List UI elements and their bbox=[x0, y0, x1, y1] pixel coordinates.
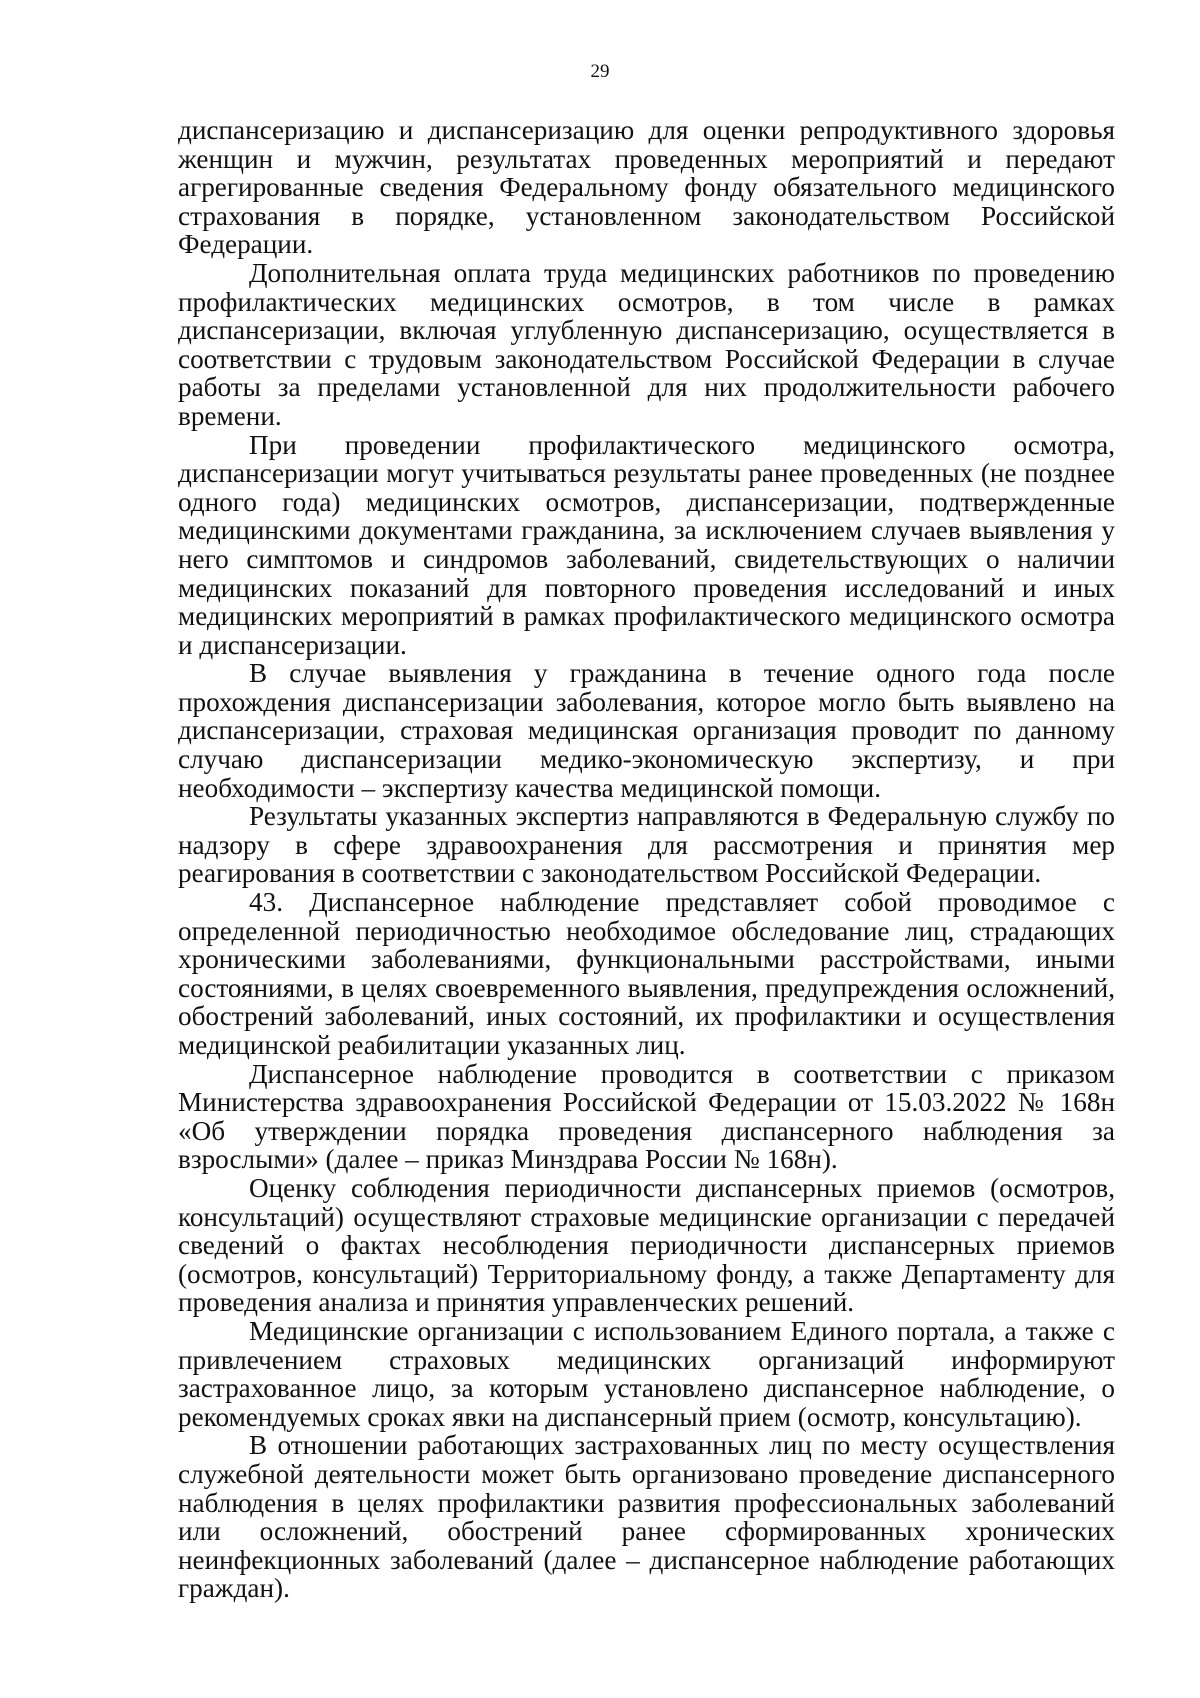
paragraph-order-168n: Диспансерное наблюдение проводится в соответствии с приказом Министерства здравоохранения Российской Федерации от 15.03.2022 № 168н «Об утверждении порядка проведения диспансерного наблюдения за взрослыми» (далее – приказ Минздрава России № 168н). bbox=[178, 1058, 1115, 1175]
paragraph-continuation: диспансеризацию и диспансеризацию для оценки репродуктивного здоровья женщин и мужчин, результатах проведенных мероприятий и передают агрегированные сведения Федеральному фонду обязательного медицинского страхования в порядке, установленном законодательством Российской Федерации. bbox=[178, 115, 1115, 260]
paragraph-section-43: 43. Диспансерное наблюдение представляет собой проводимое с определенной периодичностью необходимое обследование лиц, страдающих хроническими заболеваниями, функциональными расстройствами, иными состояниями, в целях своевременного выявления, предупреждения осложнений, обострений заболеваний, иных состояний, их профилактики и осуществления медицинской реабилитации указанных лиц. bbox=[178, 887, 1115, 1060]
paragraph-previous-results: При проведении профилактического медицинского осмотра, диспансеризации могут учитываться результаты ранее проведенных (не позднее одного года) медицинских осмотров, диспансеризации, подтвержденные медицинскими документами гражданина, за исключением случаев выявления у него симптомов и синдромов заболеваний, свидетельствующих о наличии медицинских показаний для повторного проведения исследований и иных медицинских мероприятий в рамках профилактического медицинского осмотра и диспансеризации. bbox=[178, 429, 1115, 660]
paragraph-disease-detection: В случае выявления у гражданина в течение одного года после прохождения диспансеризации заболевания, которое могло быть выявлено на диспансеризации, страховая медицинская организация проводит по данному случаю диспансеризации медико-экономическую экспертизу, и при необходимости – экспертизу качества медицинской помощи. bbox=[178, 658, 1115, 803]
document-body bbox=[178, 116, 1115, 1603]
paragraph-additional-payment: Дополнительная оплата труда медицинских работников по проведению профилактических медицинских осмотров, в том числе в рамках диспансеризации, включая углубленную диспансеризацию, осуществляется в соответствии с трудовым законодательством Российской Федерации в случае работы за пределами установленной для них продолжительности рабочего времени. bbox=[178, 257, 1115, 431]
paragraph-periodicity-assessment: Оценку соблюдения периодичности диспансерных приемов (осмотров, консультаций) осуществляют страховые медицинские организации с передачей сведений о фактах несоблюдения периодичности диспансерных приемов (осмотров, консультаций) Территориальному фонду, а также Департаменту для проведения анализа и принятия управленческих решений. bbox=[178, 1172, 1115, 1318]
paragraph-working-citizens: В отношении работающих застрахованных лиц по месту осуществления служебной деятельности может быть организовано проведение диспансерного наблюдения в целях профилактики развития профессиональных заболеваний или осложнений, обострений ранее сформированных хронических неинфекционных заболеваний (далее – диспансерное наблюдение работающих граждан). bbox=[178, 1430, 1115, 1604]
paragraph-expertise-results: Результаты указанных экспертиз направляются в Федеральную службу по надзору в сфере здравоохранения для рассмотрения и принятия мер реагирования в соответствии с законодательством Российской Федерации. bbox=[178, 801, 1115, 889]
paragraph-informing-insured: Медицинские организации с использованием Единого портала, а также с привлечением страховых медицинских организаций информируют застрахованное лицо, за которым установлено диспансерное наблюдение, о рекомендуемых сроках явки на диспансерный прием (осмотр, консультацию). bbox=[178, 1315, 1115, 1432]
page-number: 29 bbox=[590, 61, 610, 82]
